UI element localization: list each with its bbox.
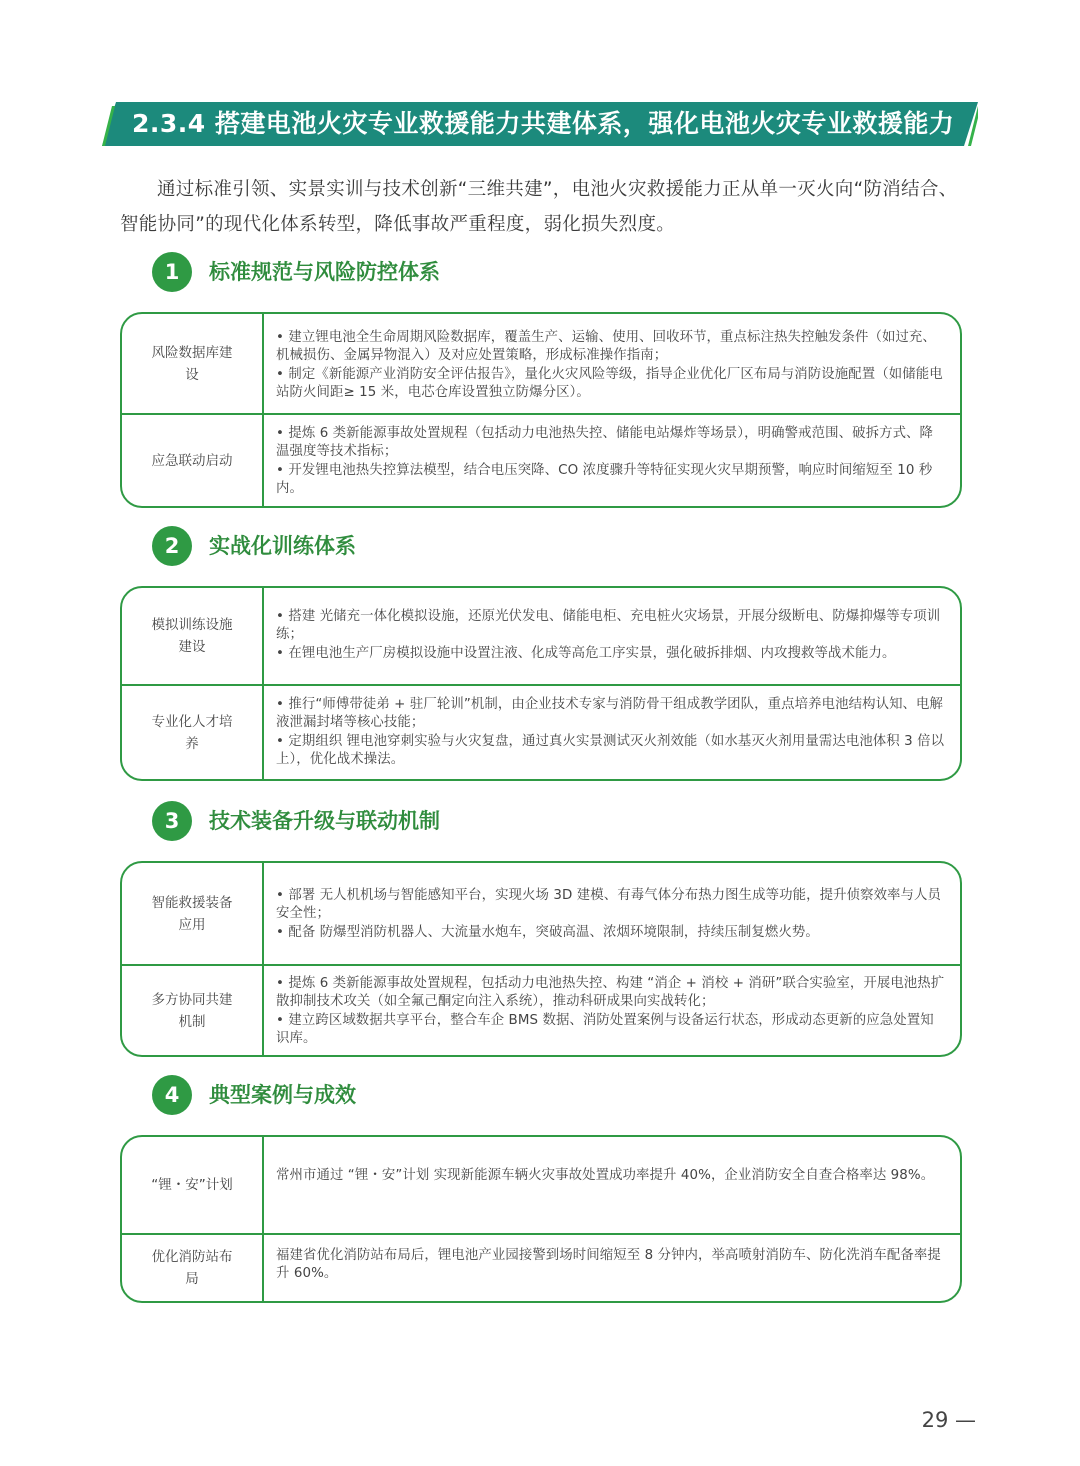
row-content — [264, 1137, 960, 1233]
row-item: 福建省优化消防站布局后，锂电池产业园接警到场时间缩短至 8 分钟内，举高喷射消防车、防化洗消车配备率提升 60%。 — [276, 1248, 941, 1282]
row-item: • 开发锂电池热失控算法模型，结合电压突降、CO 浓度骤升等特征实现火灾早期预警，响应时间缩短至 10 秒内。 — [276, 462, 933, 496]
row-item: • 建立锂电池全生命周期风险数据库，覆盖生产、运输、使用、回收环节，重点标注热失控触发条件（如过充、机械损伤、金属异物混入）及对应处置策略，形成标准操作指南； — [276, 330, 936, 364]
row-item: • 在锂电池生产厂房模拟设施中设置注液、化成等高危工序实景，强化破拆排烟、内攻搜救等战术能力。 — [276, 645, 896, 661]
row-content — [264, 1235, 960, 1301]
table-row — [122, 588, 960, 684]
table-row — [122, 413, 960, 506]
row-item: • 配备 防爆型消防机器人、大流量水炮车，突破高温、浓烟环境限制，持续压制复燃火势。 — [276, 924, 819, 940]
row-label: 应急联动启动 — [122, 415, 264, 506]
table-row — [122, 1137, 960, 1233]
table-row — [122, 964, 960, 1055]
section-title: 技术装备升级与联动机制 — [209, 809, 440, 833]
section-title: 实战化训练体系 — [209, 534, 356, 558]
section-number-badge: 2 — [152, 526, 192, 566]
section-title: 标准规范与风险防控体系 — [209, 260, 440, 284]
row-label: 专业化人才培养 — [122, 686, 264, 779]
row-item: • 提炼 6 类新能源事故处置规程（包括动力电池热失控、储能电站爆炸等场景），明确警戒范围、破拆方式、降温强度等技术指标； — [276, 426, 934, 460]
row-content — [264, 686, 960, 779]
row-item: 常州市通过 “锂・安”计划 实现新能源车辆火灾事故处置成功率提升 40%，企业消防安全自查合格率达 98%。 — [276, 1168, 935, 1183]
row-label: 智能救援装备应用 — [122, 863, 264, 964]
section-title: 典型案例与成效 — [209, 1083, 356, 1107]
table-row — [122, 1233, 960, 1301]
row-label: 模拟训练设施建设 — [122, 588, 264, 684]
section-banner — [102, 102, 978, 146]
row-item: • 制定《新能源产业消防安全评估报告》，量化火灾风险等级，指导企业优化厂区布局与消防设施配置（如储能电站防火间距≥ 15 米，电芯仓库设置独立防爆分区）。 — [276, 366, 943, 400]
table-row — [122, 684, 960, 779]
section-number-badge: 3 — [152, 801, 192, 841]
row-content — [264, 966, 960, 1055]
table-row — [122, 863, 960, 964]
row-content — [264, 415, 960, 506]
section-1-table — [120, 312, 962, 508]
row-item: • 建立跨区域数据共享平台，整合车企 BMS 数据、消防处置案例与设备运行状态，形成动态更新的应急处置知识库。 — [276, 1012, 934, 1046]
intro-paragraph: 通过标准引领、实景实训与技术创新“三维共建”，电池火灾救援能力正从单一灭火向“防消结合、智能协同”的现代化体系转型，降低事故严重程度，弱化损失烈度。 — [120, 179, 958, 235]
row-content — [264, 588, 960, 684]
table-row — [122, 314, 960, 413]
row-content — [264, 314, 960, 413]
row-label: 风险数据库建设 — [122, 314, 264, 413]
row-item: • 定期组织 锂电池穿刺实验与火灾复盘，通过真火实景测试灭火剂效能（如水基灭火剂用量需达电池体积 3 倍以上），优化战术操法。 — [276, 733, 945, 767]
row-item: • 部署 无人机机场与智能感知平台，实现火场 3D 建模、有毒气体分布热力图生成等功能，提升侦察效率与人员安全性； — [276, 888, 942, 922]
section-3-table — [120, 861, 962, 1057]
section-number-badge: 4 — [152, 1075, 192, 1115]
section-number-badge: 1 — [152, 252, 192, 292]
row-label: 优化消防站布局 — [122, 1235, 264, 1301]
page-number: 29 — — [921, 1408, 976, 1432]
row-label: “锂・安”计划 — [122, 1137, 264, 1233]
row-item: • 搭建 光储充一体化模拟设施，还原光伏发电、储能电柜、充电桩火灾场景，开展分级断电、防爆抑爆等专项训练； — [276, 609, 941, 643]
row-item: • 推行“师傅带徒弟 + 驻厂轮训”机制，由企业技术专家与消防骨干组成教学团队，重点培养电池结构认知、电解液泄漏封堵等核心技能； — [276, 697, 944, 731]
row-content — [264, 863, 960, 964]
section-heading: 2.3.4 搭建电池火灾专业救援能力共建体系，强化电池火灾专业救援能力 — [132, 109, 955, 138]
row-label: 多方协同共建机制 — [122, 966, 264, 1055]
row-item: • 提炼 6 类新能源事故处置规程，包括动力电池热失控、构建 “消企 + 消校 + 消研”联合实验室，开展电池热扩散抑制技术攻关（如全氟己酮定向注入系统），推动科研成果向实战转化； — [276, 976, 945, 1010]
section-2-table — [120, 586, 962, 781]
section-4-table — [120, 1135, 962, 1303]
